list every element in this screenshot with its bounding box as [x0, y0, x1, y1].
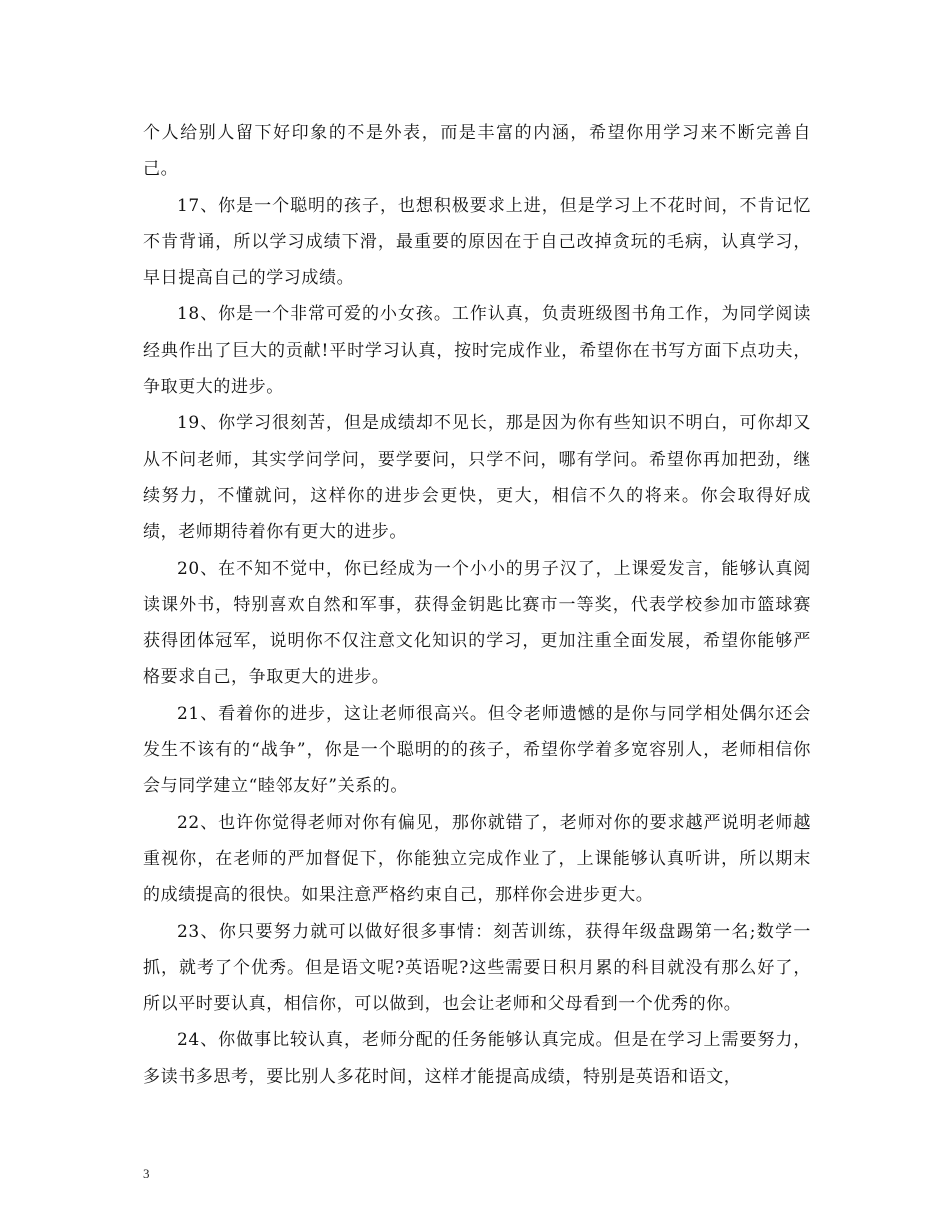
document-body [143, 115, 811, 1095]
paragraph-23: 23、你只要努力就可以做好很多事情：刻苦训练，获得年级盘踢第一名;数学一抓，就考了个优秀。但是语文呢?英语呢?这些需要日积月累的科目就没有那么好了，所以平时要认真，相信你，可以做到，也会让老师和父母看到一个优秀的你。 [143, 921, 811, 1015]
paragraph-19: 19、你学习很刻苦，但是成绩却不见长，那是因为你有些知识不明白，可你却又从不问老师，其实学问学问，要学要问，只学不问，哪有学问。希望你再加把劲，继续努力，不懂就问，这样你的进步会更快，更大，相信不久的将来。你会取得好成绩，老师期待着你有更大的进步。 [143, 413, 811, 543]
page-number: 3 [143, 1166, 150, 1181]
paragraph-22: 22、也许你觉得老师对你有偏见，那你就错了，老师对你的要求越严说明老师越重视你，在老师的严加督促下，你能独立完成作业了，上课能够认真听讲，所以期末的成绩提高的很快。如果注意严格约束自己，那样你会进步更大。 [143, 812, 811, 906]
paragraph-continued: 个人给别人留下好印象的不是外表，而是丰富的内涵，希望你用学习来不断完善自己。 [143, 123, 811, 180]
paragraph-21: 21、看着你的进步，这让老师很高兴。但令老师遗憾的是你与同学相处偶尔还会发生不该有的“战争”，你是一个聪明的的孩子，希望你学着多宽容别人，老师相信你会与同学建立“睦邻友好”关系的。 [143, 703, 811, 797]
paragraph-24: 24、你做事比较认真，老师分配的任务能够认真完成。但是在学习上需要努力，多读书多思考，要比别人多花时间，这样才能提高成绩，特别是英语和语文， [143, 1030, 811, 1087]
paragraph-20: 20、在不知不觉中，你已经成为一个小小的男子汉了，上课爱发言，能够认真阅读课外书，特别喜欢自然和军事，获得金钥匙比赛市一等奖，代表学校参加市篮球赛获得团体冠军，说明你不仅注意文化知识的学习，更加注重全面发展，希望你能够严格要求自己，争取更大的进步。 [143, 558, 811, 688]
paragraph-17: 17、你是一个聪明的孩子，也想积极要求上进，但是学习上不花时间，不肯记忆不肯背诵，所以学习成绩下滑，最重要的原因在于自己改掉贪玩的毛病，认真学习，早日提高自己的学习成绩。 [143, 195, 811, 289]
paragraph-18: 18、你是一个非常可爱的小女孩。工作认真，负责班级图书角工作，为同学阅读经典作出了巨大的贡献!平时学习认真，按时完成作业，希望你在书写方面下点功夫，争取更大的进步。 [143, 304, 811, 398]
